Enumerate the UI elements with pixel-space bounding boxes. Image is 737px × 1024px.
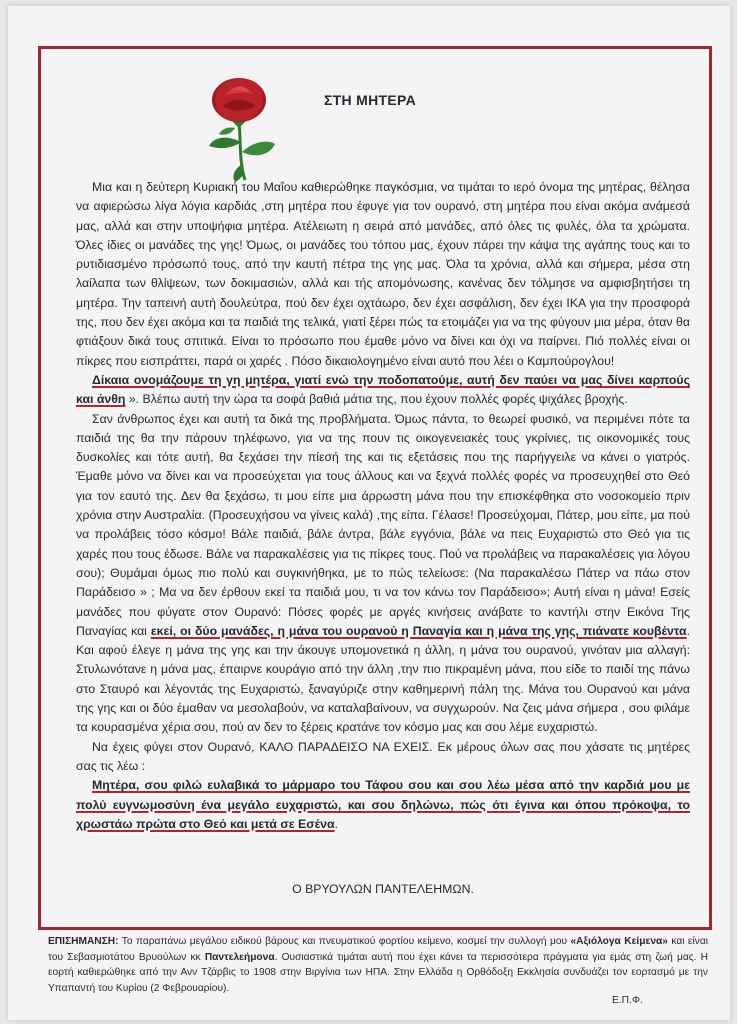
paragraph-2	[76, 371, 690, 410]
footnote-text-1: Το παραπάνω μεγάλου ειδικού βάρους και πνευματικού φορτίου κείμενο, κοσμεί την συλλογή μου	[118, 936, 571, 947]
paragraph-3-part-b: . Και αφού έλεγε η μάνα της γης και την άκουγε υπομονετικά η άλλη, η μάνα του ουρανού, γινόταν μια αλλαγή: Στυλωνότανε η μάνα μας, έπαιρνε κουράγιο από την άλλη ,την πιο πικραμένη μάνα, που είδε το παιδί της πάνω στο Σταυρό και λέγοντάς της Ευχαριστώ, ξαναγύριζε στην καθημερινή πάλη της. Μάνα του Ουρανού και μάνα της γης και οι δύο έμαθαν να μεσολαβούν, να καταλαβαίνουν, να συγχωρούν. Να ζεις μάνα σήμερα , σου φιλάμε τα κουρασμένα χέρια σου, πού αν δεν το ξέρεις κρατάνε τον κόσμο μας και σου λέμε ευχαριστώ.	[76, 623, 691, 735]
footnote-text-3: . Ουσιαστικά τιμάται αυτή που έχει κάνει τα περισσότερα πράγματα για εμάς στη ζωή μας. Η εορτή καθιερώθηκε από την Ανν Τζάρβις το 1908 στην Βιργίνια των ΗΠΑ. Στην Ελλάδα η Ορθόδοξη Εκκλησία συνδυάζει τον εορτασμό με την Υπαπαντή του Κυρίου (2 Φεβρουαρίου).	[48, 951, 709, 994]
paragraph-5-end: .	[334, 816, 338, 831]
paragraph-3	[76, 410, 690, 738]
footnote-label: ΕΠΙΣΗΜΑΝΣΗ:	[48, 936, 119, 947]
quote-earth-mother: Δίκαια ονομάζουμε τη γη μητέρα, γιατί ενώ την ποδοπατούμε, αυτή δεν παύει να μας δίνει καρπούς και άνθη	[76, 372, 690, 407]
paragraph-4: Να έχεις φύγει στον Ουρανό, ΚΑΛΟ ΠΑΡΑΔΕΙΣΟ ΝΑ ΕΧΕΙΣ. Εκ μέρους όλων σας που χάσατε τις μητέρες σας τις λέω :	[76, 739, 690, 773]
footnote-initials: Ε.Π.Φ.	[612, 995, 643, 1006]
signature: Ο ΒΡΥΟΥΛΩΝ ΠΑΝΤΕΛΕΗΜΩΝ.	[292, 882, 474, 896]
footnote-author-name: Παντελεήμονα	[204, 951, 275, 963]
footnote-collection-name: «Αξιόλογα Κείμενα»	[570, 936, 668, 947]
letter-body	[76, 178, 690, 834]
footnote-text-2: και είναι του Σεβασμιοτάτου Βρυούλων κκ	[48, 936, 708, 963]
quote-thanks-mother: Μητέρα, σου φιλώ ευλαβικά το μάρμαρο του Τάφου σου και σου λέω μέσα από την καρδιά μου με πολύ ευγνωμοσύνη ένα μεγάλο ευχαριστώ, και σου δηλώνω, πώς ότι έγινα και όπου πρόκοψα, το χρωστάω πρώτα στο Θεό και μετά σε Εσένα	[76, 778, 690, 831]
paragraph-2-rest: ». Βλέπω αυτή την ώρα τα σοφά βαθιά μάτια της, που έχουν πολλές φορές ψιχάλες βροχής.	[125, 392, 628, 407]
paragraph-3-part-a: Σαν άνθρωπος έχει και αυτή τα δικά της προβλήματα. Όμως πάντα, το θεωρεί φυσικό, να περιμένει πότε τα παιδιά της θα την πάρουν τηλέφωνο, για να της πουν τις οικογενειακές τους γκρίνιες, τις οικονομικές τους δυσκολίες και τότε αυτή, θα ξεχάσει την πίεσή της και τις εξετάσεις που της παρήγγειλε να κάνει ο γιατρός. Έμαθε μόνο να δίνει και να προσεύχεται για τους άλλους και να ξεχνά πολλές φορές να προσευχηθεί στο Θεό για τον εαυτό της. Δεν θα ξεχάσω, τι μου είπε μια άρρωστη μάνα που την επισκέφθηκα στο νοσοκομείο πριν χρόνια στην Αυστραλία. (Προσευχήσου να γίνεις καλά) ,της είπα. Γέλασε! Προσεύχομαι, Πάτερ, μου είπε, μα πού να προλάβεις τόσο κόσμο! Βάλε παιδιά, βάλε άντρα, βάλε εγγόνια, βάλε να πεις Ευχαριστώ στο Θεό για τις χαρές που τους έδωσε. Βάλε να παρακαλέσεις για τις πίκρες τους. Πού να προλάβεις να παρακαλέσεις για λόγου σου); Θυμάμαι όμως πιο πολύ και συγκινήθηκα, με το πώς τελείωσε: (Να παρακαλέσω Πάτερ να πάω στον Παράδεισο » ; Μα να δεν έρθουν εκεί τα παιδιά μου, τι να τον κάνω τον Παράδεισο»; Αυτή είναι η μάνα! Εσείς μανάδες που φύγατε στον Ουρανό: Πόσες φορές με αργές κινήσεις ανάβατε το καντήλι στην Εικόνα Της Παναγίας και	[76, 411, 690, 638]
footnote	[48, 934, 708, 996]
paragraph-1: Μια και η δεύτερη Κυριακή του Μαΐου καθιερώθηκε παγκόσμια, να τιμάται το ιερό όνομα της μητέρας, θέλησα να αφιερώσω λίγα λόγια καρδιάς ,στη μητέρα που έφυγε για τον ουρανό, στη μητέρα που είναι ακόμα ανάμεσά μας, αλλά και στην υποψήφια μητέρα. Ατέλειωτη η σειρά από μανάδες, από όλες τις φυλές, όλα τα χρώματα. Όλες ίδιες οι μανάδες της γης! Όμως, οι μανάδες του τόπου μας, έχουν πάρει την κάψα της αγάπης τους και το ρυτιδιασμένο πρόσωπό τους, από την καυτή πέτρα της γης μας. Όλα τα χρόνια, αλλά και σήμερα, μέσα στη λαίλαπα των θλίψεων, των δοκιμασιών, αλλά και τής απομόνωσης, κανένας δεν τόλμησε να αμφισβητήσει τη μητέρα. Την ταπεινή αυτή δουλεύτρα, πού δεν έχει οχτάωρο, δεν έχει ασφάλιση, δεν έχει ΙΚΑ για την προσφορά της, που δεν έχει ακόμα και τα παιδιά της τελικά, γιατί ξέρει πώς τα ετοιμάζει για να της φύγουν μια μέρα, όταν θα φτιάξουν δικά τους σπιτικά. Είναι το πρόσωπο που έμαθε μόνο να δίνει και όχι να παίρνει. Πιό πολλές είναι οι πίκρες που εισπράττει, παρά οι χαρές . Πόσο δικαιολογημένο είναι αυτό που λέει ο Καμπούρογλου!	[76, 180, 690, 368]
quote-two-mothers: εκεί, οι δύο μανάδες, η μάνα του ουρανού η Παναγία και η μάνα της γης, πιάνατε κουβέντα	[150, 623, 687, 638]
red-rose-icon	[195, 72, 285, 184]
paragraph-5	[76, 776, 690, 834]
page-title: ΣΤΗ ΜΗΤΕΡΑ	[323, 92, 417, 108]
